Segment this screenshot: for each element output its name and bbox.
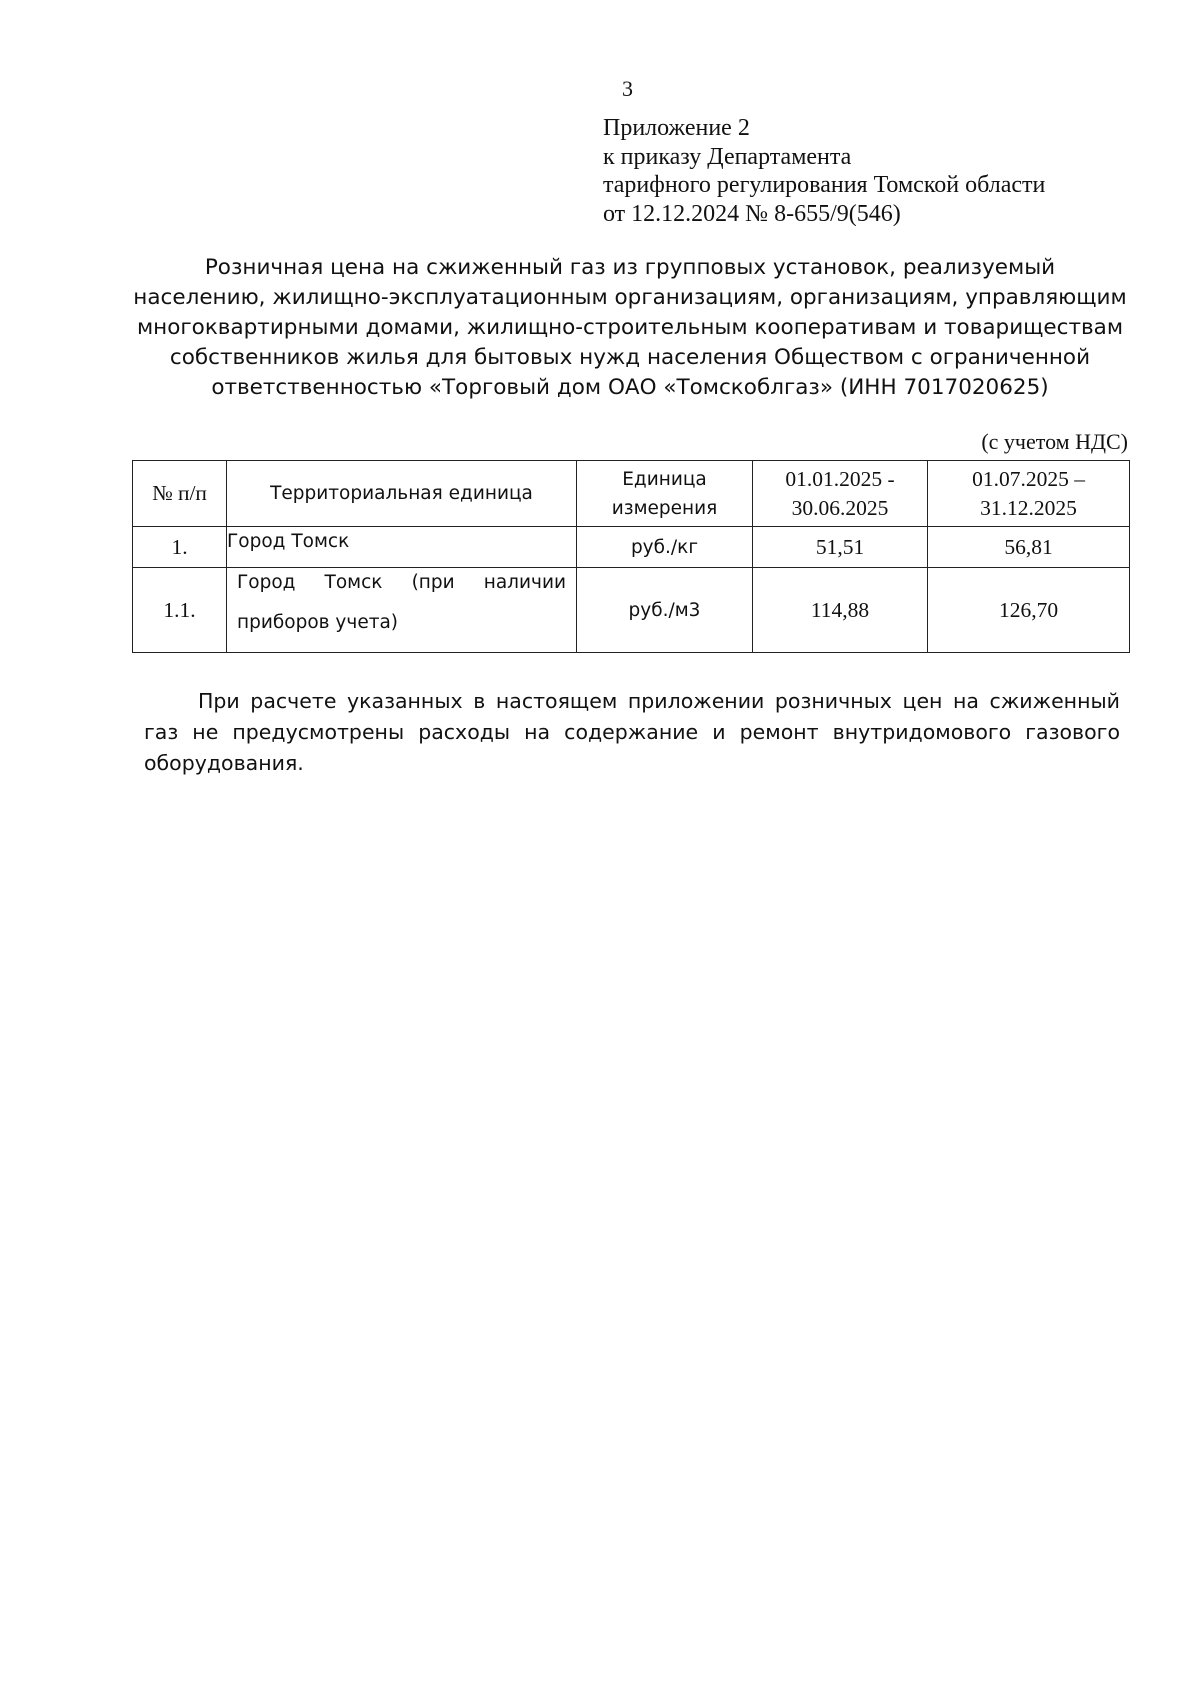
header-number: № п/п [133, 461, 227, 527]
table-row [133, 527, 1130, 568]
row-price-period-2: 126,70 [928, 568, 1130, 653]
row-territory: Город Томск [227, 527, 577, 568]
appendix-department: тарифного регулирования Томской области [603, 172, 1046, 198]
table-header-row [133, 461, 1130, 527]
title-line: многоквартирными домами, жилищно-строительным кооперативам и товариществам [136, 315, 1124, 340]
title-line: ответственностью «Торговый дом ОАО «Томскоблгаз» (ИНН 7017020625) [211, 375, 1049, 400]
appendix-order-ref: к приказу Департамента [603, 143, 852, 170]
appendix-order-date: от 12.12.2024 № 8-655/9(546) [603, 200, 901, 227]
price-table [132, 460, 1130, 653]
title-line: собственников жилья для бытовых нужд населения Обществом с ограниченной [169, 345, 1091, 370]
row-number: 1.1. [133, 568, 227, 653]
title-line: населению, жилищно-эксплуатационным организациям, организациям, управляющим [133, 285, 1127, 310]
row-number: 1. [133, 527, 227, 568]
appendix-header [603, 114, 1045, 228]
appendix-title: Приложение 2 [603, 115, 750, 141]
row-territory: Город Томск (при наличии приборов учета) [227, 568, 577, 653]
header-period-1: 01.01.2025 - 30.06.2025 [753, 461, 928, 527]
row-price-period-1: 114,88 [753, 568, 928, 653]
title-line: Розничная цена на сжиженный газ из групповых установок, реализуемый [204, 255, 1056, 280]
row-unit: руб./кг [577, 527, 753, 568]
table-row [133, 568, 1130, 653]
page-number: 3 [622, 76, 633, 101]
document-title [130, 253, 1130, 403]
header-territory: Территориальная единица [227, 461, 577, 527]
header-unit: Единица измерения [577, 461, 753, 527]
row-price-period-1: 51,51 [753, 527, 928, 568]
footnote-paragraph: При расчете указанных в настоящем приложении розничных цен на сжиженный газ не предусмотрены расходы на содержание и ремонт внутридомового газового оборудования. [144, 689, 1120, 775]
vat-note: (с учетом НДС) [981, 429, 1128, 454]
header-period-2: 01.07.2025 – 31.12.2025 [928, 461, 1130, 527]
row-unit: руб./м3 [577, 568, 753, 653]
row-price-period-2: 56,81 [928, 527, 1130, 568]
